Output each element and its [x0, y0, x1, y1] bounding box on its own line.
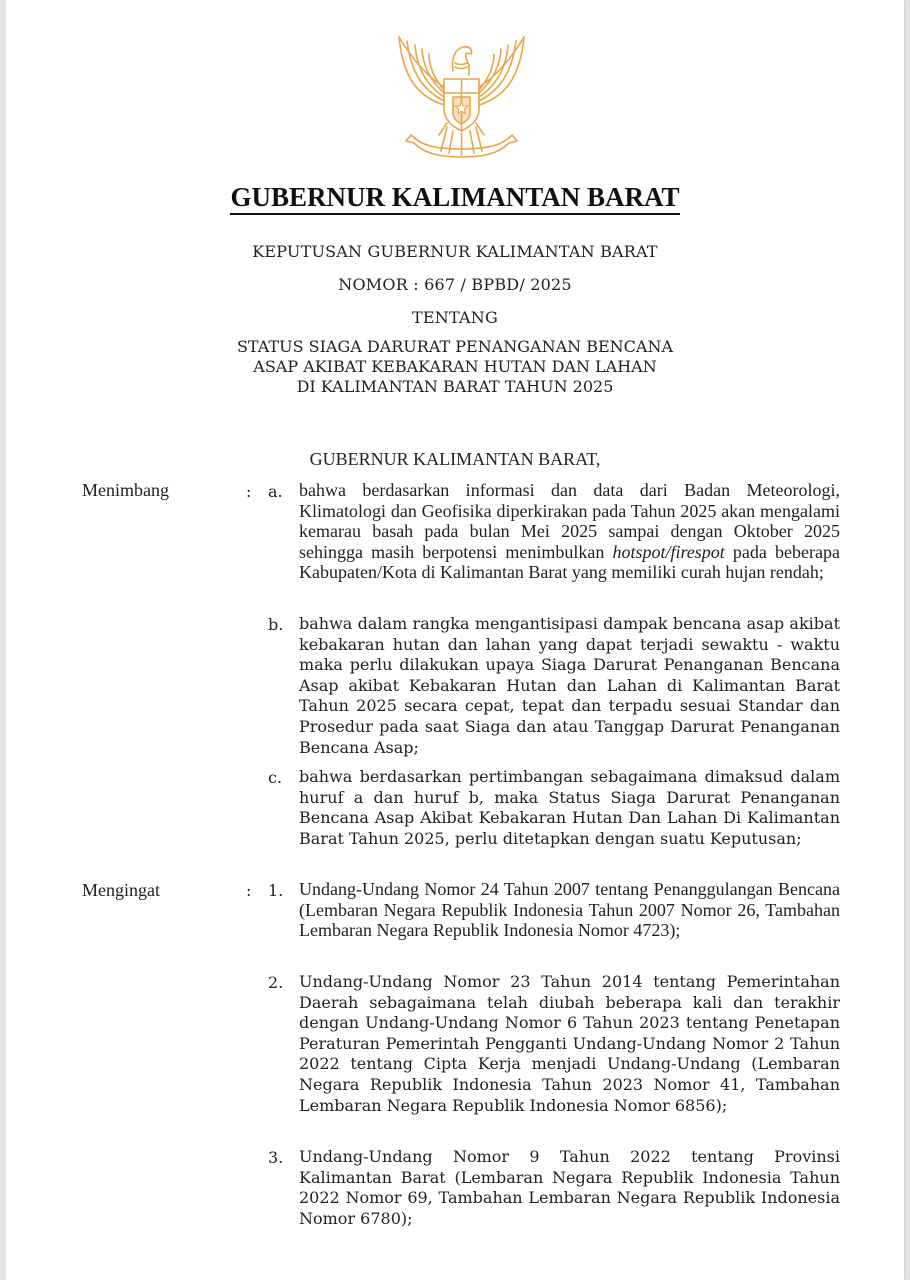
- decree-title: KEPUTUSAN GUBERNUR KALIMANTAN BARAT: [252, 242, 658, 261]
- italic-term: hotspot/firespot: [612, 541, 725, 562]
- menimbang-item-a: bahwa berdasarkan informasi dan data dari Badan Meteorologi, Klimatologi dan Geofisika diperkirakan pada Tahun 2025 akan mengalami kemarau basah pada bulan Mei 2025 sampai dengan Oktober 2025 sehingga masih berpotensi menimbulkan hotspot/firespot pada beberapa Kabupaten/Kota di Kalimantan Barat yang memiliki curah hujan rendah;: [299, 480, 840, 583]
- mengingat-item-marker: 3.: [268, 1148, 284, 1167]
- decree-about-label: TENTANG: [412, 308, 498, 327]
- menimbang-item-c: bahwa berdasarkan pertimbangan sebagaimana dimaksud dalam huruf a dan huruf b, maka Status Siaga Darurat Penanganan Bencana Asap Akibat Kebakaran Hutan Dan Lahan Di Kalimantan Barat Tahun 2025, perlu ditetapkan dengan suatu Keputusan;: [299, 767, 840, 848]
- menimbang-item-marker: c.: [268, 768, 283, 787]
- menimbang-item-b: bahwa dalam rangka mengantisipasi dampak bencana asap akibat kebakaran hutan dan lahan yang dapat terjadi sewaktu - waktu maka perlu dilakukan upaya Siaga Darurat Penanganan Bencana Asap akibat Kebakaran Hutan dan Lahan di Kalimantan Barat Tahun 2025 secara cepat, tepat dan terpadu sesuai Standar dan Prosedur pada saat Siaga dan atau Tanggap Darurat Penanganan Bencana Asap;: [299, 614, 840, 757]
- decree-number: NOMOR : 667 / BPBD/ 2025: [338, 275, 572, 294]
- mengingat-item-1: Undang-Undang Nomor 24 Tahun 2007 tentang Penanggulangan Bencana (Lembaran Negara Republik Indonesia Tahun 2007 Nomor 26, Tambahan Lembaran Negara Republik Indonesia Nomor 4723);: [299, 879, 840, 941]
- decree-subject: [6, 337, 904, 397]
- issuing-authority-heading: GUBERNUR KALIMANTAN BARAT: [6, 182, 904, 213]
- menimbang-label: Menimbang: [82, 480, 169, 500]
- mengingat-colon: :: [246, 881, 252, 900]
- mengingat-label: Mengingat: [82, 880, 160, 900]
- menimbang-item-marker: a.: [268, 482, 283, 501]
- subject-line: ASAP AKIBAT KEBAKARAN HUTAN DAN LAHAN: [253, 357, 657, 376]
- subject-line: DI KALIMANTAN BARAT TAHUN 2025: [296, 377, 614, 396]
- menimbang-item-marker: b.: [268, 615, 284, 634]
- mengingat-item-marker: 1.: [268, 881, 284, 900]
- mengingat-item-2: Undang-Undang Nomor 23 Tahun 2014 tentang Pemerintahan Daerah sebagaimana telah diubah beberapa kali dan terakhir dengan Undang-Undang Nomor 6 Tahun 2023 tentang Penetapan Peraturan Pemerintah Pengganti Undang-Undang Nomor 2 Tahun 2022 tentang Cipta Kerja menjadi Undang-Undang (Lembaran Negara Republik Indonesia Tahun 2023 Nomor 41, Tambahan Lembaran Negara Republik Indonesia Nomor 6856);: [299, 972, 840, 1115]
- mengingat-item-3: Undang-Undang Nomor 9 Tahun 2022 tentang Provinsi Kalimantan Barat (Lembaran Negara Republik Indonesia Tahun 2022 Nomor 69, Tambahan Lembaran Negara Republik Indonesia Nomor 6780);: [299, 1147, 840, 1228]
- mengingat-item-marker: 2.: [268, 973, 284, 992]
- salutation: GUBERNUR KALIMANTAN BARAT,: [309, 449, 601, 469]
- menimbang-colon: :: [246, 482, 252, 501]
- document-page: [6, 0, 904, 1280]
- subject-line: STATUS SIAGA DARURAT PENANGANAN BENCANA: [236, 337, 674, 356]
- garuda-emblem-icon: [389, 27, 534, 165]
